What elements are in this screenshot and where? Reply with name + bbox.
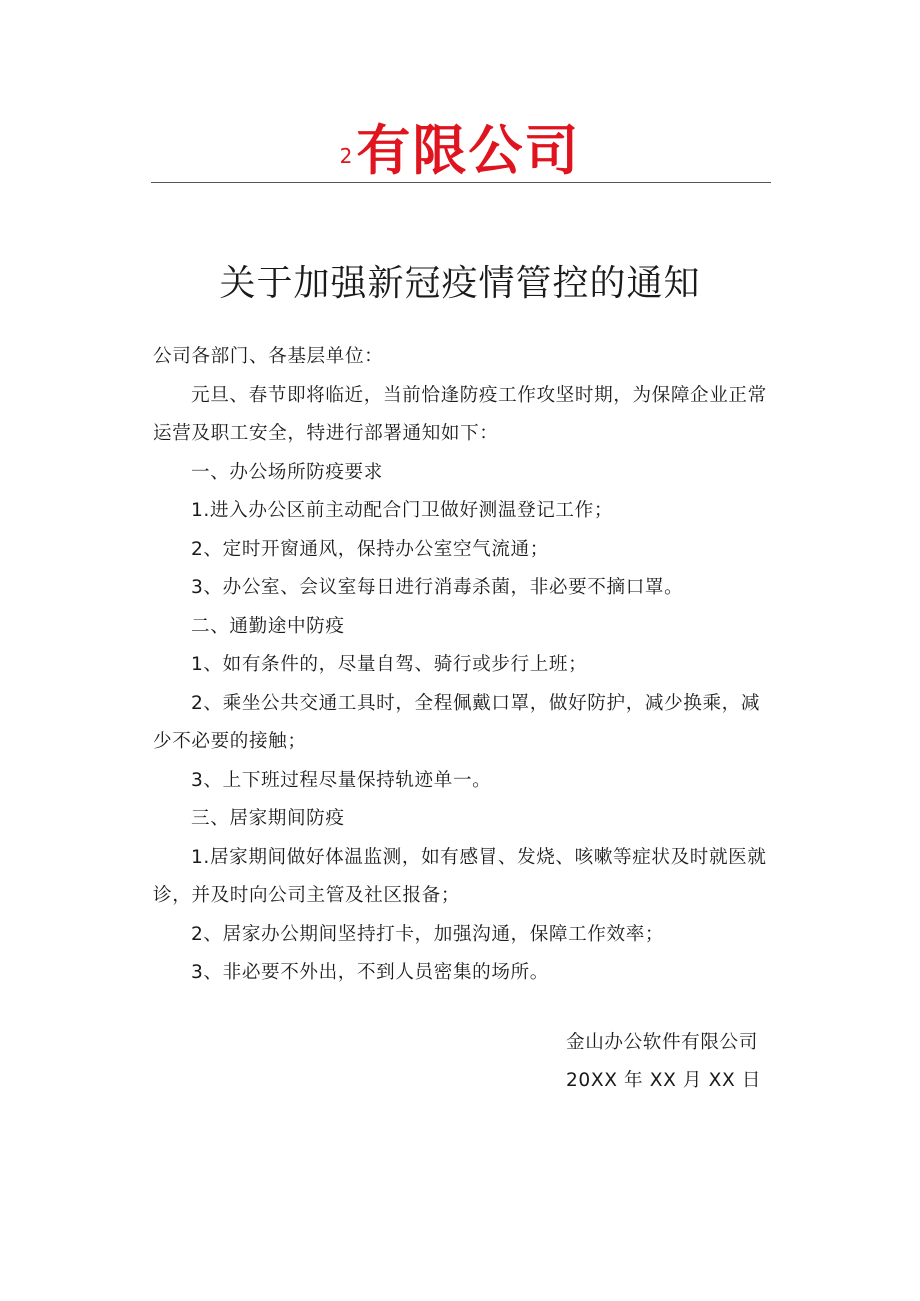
salutation: 公司各部门、各基层单位： [153,346,384,367]
list-item: 1.居家期间做好体温监测，如有感冒、发烧、咳嗽等症状及时就医就诊，并及时向公司主管及社区报备； [153,846,767,906]
signature-block [566,1024,786,1100]
section-heading: 三、居家期间防疫 [191,808,345,829]
intro-paragraph: 元旦、春节即将临近，当前恰逢防疫工作攻坚时期，为保障企业正常运营及职工安全，特进行部署通知如下： [153,384,767,444]
letterhead-company: 有限公司 [356,119,581,182]
list-item: 2、乘坐公共交通工具时，全程佩戴口罩，做好防护，减少换乘，减少不必要的接触； [153,692,761,752]
list-item: 3、上下班过程尽量保持轨迹单一。 [191,769,492,791]
letterhead-number: 2 [339,144,353,168]
header-divider [151,182,771,183]
list-item: 2、定时开窗通风，保持办公室空气流通； [191,538,549,560]
list-item: 3、非必要不外出，不到人员密集的场所。 [191,962,549,983]
signature-date: 20XX 年 XX 月 XX 日 [566,1070,762,1091]
list-item: 2、居家办公期间坚持打卡，加强沟通，保障工作效率； [191,923,665,945]
document-body [153,338,771,993]
document-title: 关于加强新冠疫情管控的通知 [219,263,701,304]
signature-company: 金山办公软件有限公司 [566,1032,758,1053]
list-item: 3、办公室、会议室每日进行消毒杀菌，非必要不摘口罩。 [191,577,684,598]
list-item: 1.进入办公区前主动配合门卫做好测温登记工作； [191,500,614,521]
section-heading: 二、通勤途中防疫 [191,615,345,637]
list-item: 1、如有条件的，尽量自驾、骑行或步行上班； [191,654,588,675]
letterhead [0,108,920,185]
section-heading: 一、办公场所防疫要求 [191,461,383,483]
